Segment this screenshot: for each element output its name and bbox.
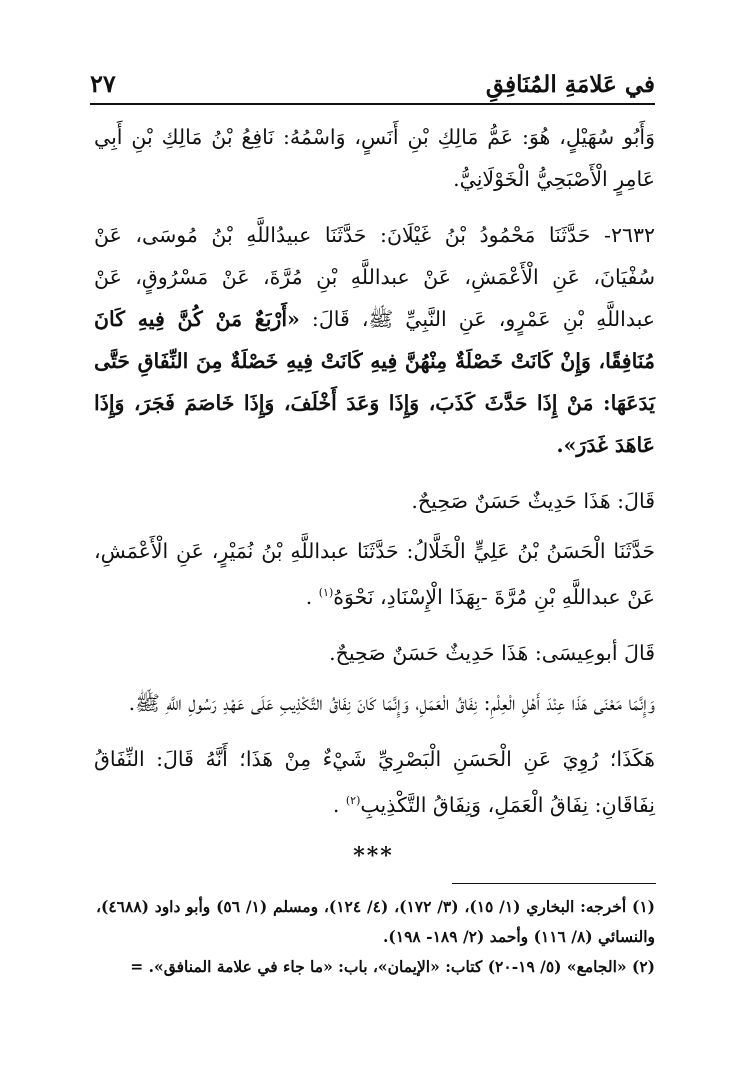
running-title: في عَلامَةِ المُنَافِقِ [485,71,655,98]
paragraph-grading-1: قَالَ: هَذَا حَدِيثٌ حَسَنٌ صَحِيحٌ. [411,489,655,513]
paragraph-abu-suhail: وَأَبُو سُهَيْلٍ، هُوَ: عَمُّ مَالِكِ بْنِ أَنَسٍ، وَاسْمُهُ: نَافِعُ بْنُ مَالِكِ بْنِ أَبِي عَامِرٍ الْأَصْبَحِيُّ الْخَوْلَانِيُّ. [94,125,655,191]
sentence-end: . [305,584,319,609]
second-isnad-text: حَدَّثَنَا الْحَسَنُ بْنُ عَلِيٍّ الْخَلَّالُ: حَدَّثَنَا عبداللَّهِ بْنُ نُمَيْرٍ، عَنِ الْأَعْمَشِ، عَنْ عبداللَّهِ بْنِ مُرَّةَ -بِهَذَا الْإِسْنَادِ، نَحْوَهُ [94,539,655,609]
footnote-1: (١) أخرجه: البخاري (١/ ١٥)، (٣/ ١٧٢)، (٤/ ١٢٤)، ومسلم (١/ ٥٦) وأبو داود (٤٦٨٨)، والنسائي (٨/ ١١٦) وأحمد (٢/ ١٨٩- ١٩٨). [96,897,655,946]
paragraph-hasan-basri [94,738,655,826]
paragraph-meaning: وَإِنَّمَا مَعْنَى هَذَا عِنْدَ أَهْلِ الْعِلْمِ: نِفَاقُ الْعَمَلِ، وَإِنَّمَا كَانَ نِفَاقُ التَّكْذِيبِ عَلَى عَهْدِ رَسُولِ اللَّهِ ﷺ. [128,690,655,715]
page-number: ٢٧ [90,69,116,98]
section-separator: *** [353,843,394,869]
main-text [94,116,655,840]
paragraph-grading-2: قَالَ أبوعِيسَى: هَذَا حَدِيثٌ حَسَنٌ صَحِيحٌ. [329,640,655,665]
sentence-end: . [332,792,346,817]
footnote-divider [452,883,656,884]
isnad-text: ٢٦٣٢- حَدَّثَنَا مَحْمُودُ بْنُ غَيْلَانَ: حَدَّثَنَا عبيدُاللَّهِ بْنُ مُوسَى، عَنْ سُفْيَانَ، عَنِ الْأَعْمَشِ، عَنْ عبداللَّهِ بْنِ مُرَّةَ، عَنْ مَسْرُوقٍ، عَنْ عبداللَّهِ بْنِ عَمْرٍو، عَنِ النَّبِيِّ ﷺ، قَالَ: [94,223,655,331]
footnote-ref-2: (٢) [345,793,361,807]
footnotes [96,892,655,982]
hadith-matn: «أَرْبَعٌ مَنْ كُنَّ فِيهِ كَانَ مُنَافِقًا، وَإِنْ كَانَتْ خَصْلَةٌ مِنْهُنَّ فِيهِ كَانَتْ فِيهِ خَصْلَةٌ مِنَ النِّفَاقِ حَتَّى يَدَعَهَا: مَنْ إِذَا حَدَّثَ كَذَبَ، وَإِذَا وَعَدَ أَخْلَفَ، وَإِذَا خَاصَمَ فَجَرَ، وَإِذَا عَاهَدَ غَدَرَ». [94,307,655,457]
paragraph-hadith-2632 [94,214,655,466]
paragraph-second-isnad [94,530,655,618]
header-divider [90,103,655,105]
footnote-2: (٢) «الجامع» (٥/ ١٩-٢٠) كتاب: «الإيمان»، باب: «ما جاء في علامة المنافق». = [130,957,655,976]
page-header [90,52,655,98]
hasan-basri-text: هَكَذَا؛ رُوِيَ عَنِ الْحَسَنِ الْبَصْرِيِّ شَيْءٌ مِنْ هَذَا؛ أَنَّهُ قَالَ: النِّفَاقُ نِفَاقَانِ: نِفَاقُ الْعَمَلِ، وَنِفَاقُ التَّكْذِيبِ [94,746,655,817]
footnote-ref-1: (١) [318,586,334,599]
